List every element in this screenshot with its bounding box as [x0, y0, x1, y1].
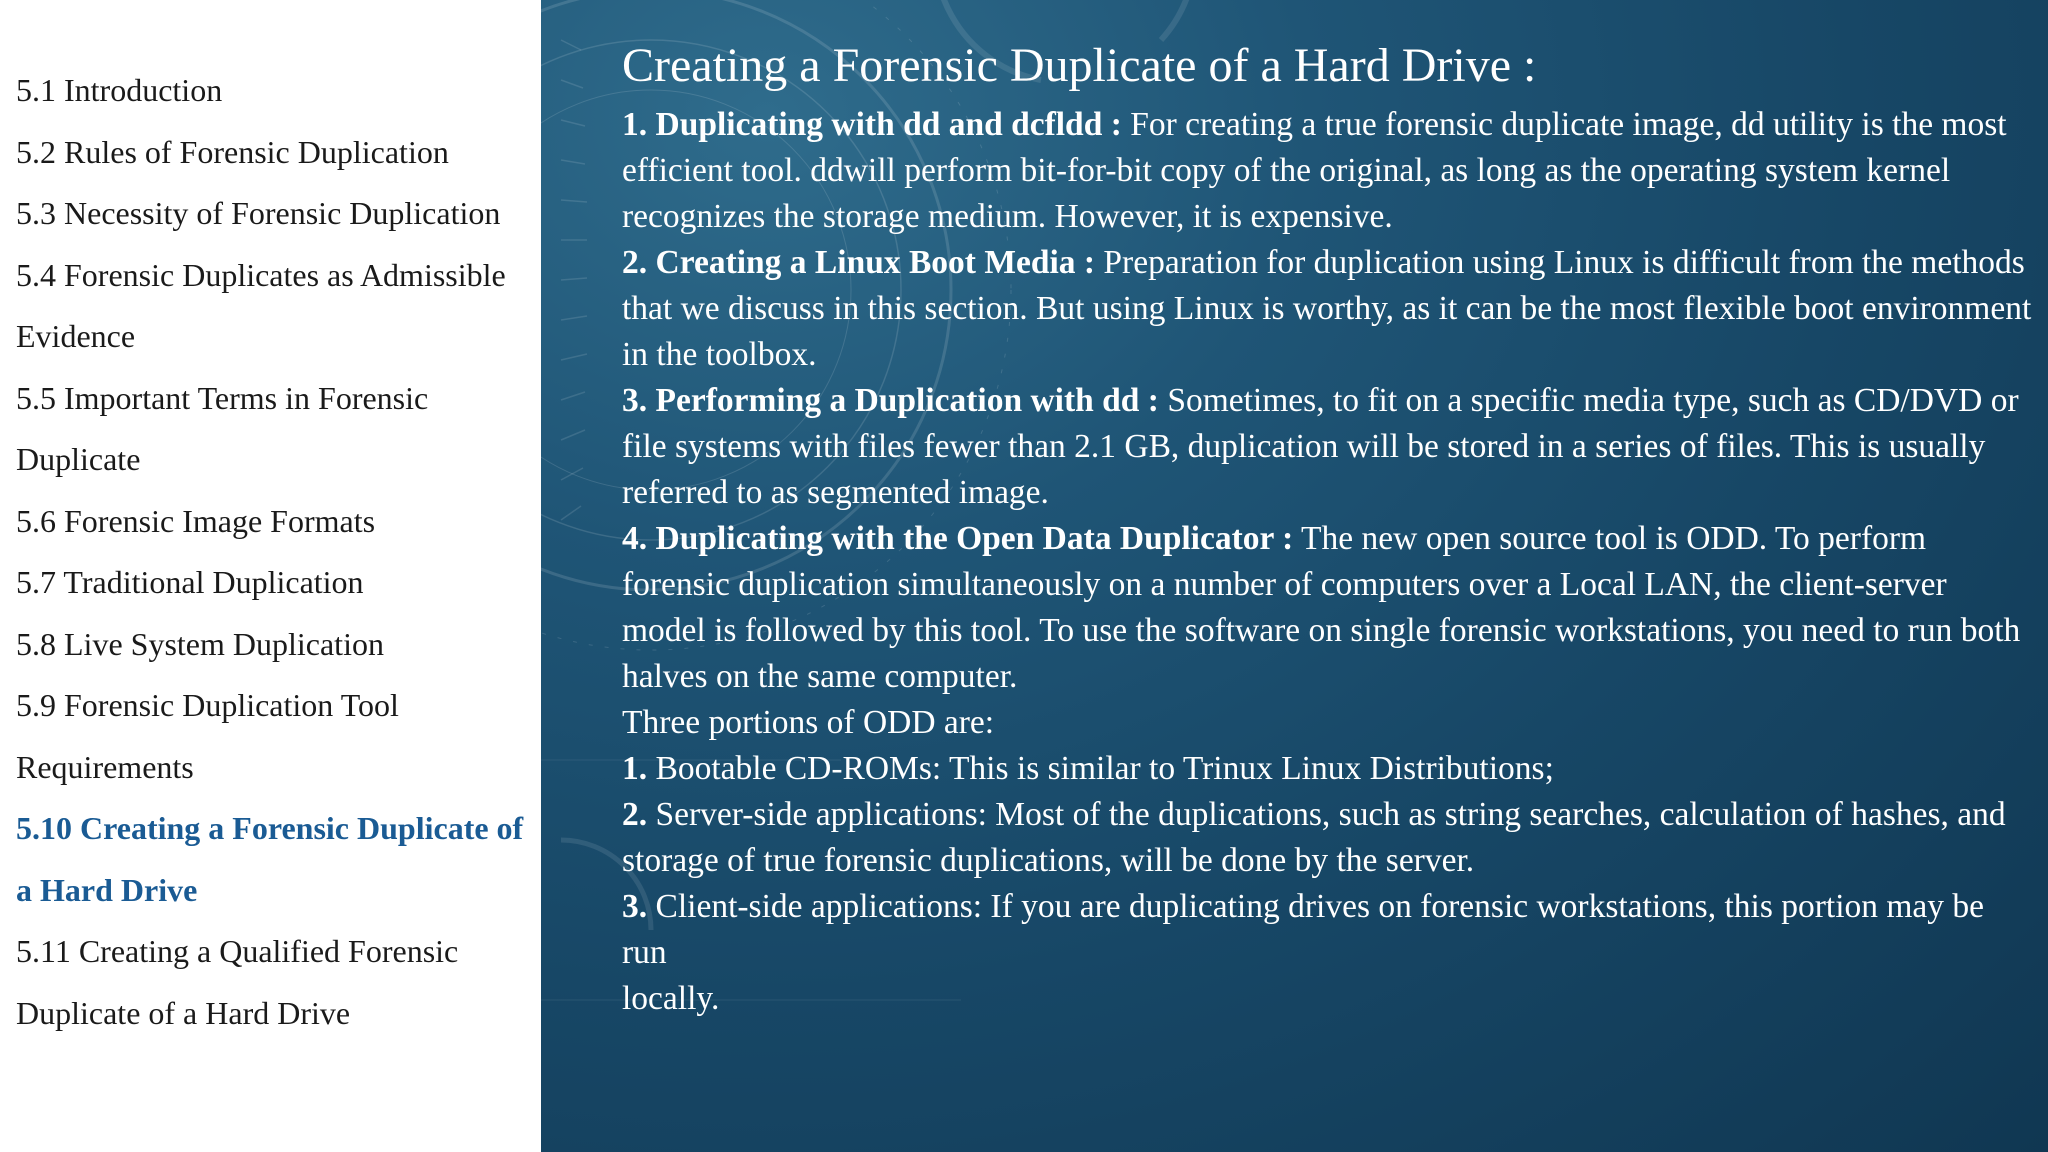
- toc-item-traditional-duplication[interactable]: 5.7 Traditional Duplication: [16, 564, 364, 600]
- paragraph-client-side: [622, 884, 2032, 976]
- slide-title: Creating a Forensic Duplicate of a Hard Drive :: [622, 39, 1537, 92]
- toc-item-necessity[interactable]: 5.3 Necessity of Forensic Duplication: [16, 195, 501, 231]
- slide-content-area: [541, 0, 2048, 1152]
- paragraph-text: Client-side applications: If you are duplicating drives on forensic workstations, this portion may be run: [622, 888, 1985, 971]
- paragraph-dd-dcfldd: [622, 102, 2032, 240]
- paragraph-open-data-duplicator: [622, 516, 2032, 700]
- slide-body: [622, 102, 2032, 1022]
- paragraph-text: Server-side applications: Most of the duplications, such as string searches, calculation of hashes, and: [647, 796, 2006, 833]
- paragraph-text: Sometimes, to fit on a specific media type, such as CD/DVD or file systems with files fewer than 2.1 GB, duplication will be stored in a series of files. This is usually referred to as segmented image.: [622, 382, 2019, 511]
- paragraph-server-side: [622, 792, 2032, 838]
- toc-item-qualified-duplicate[interactable]: 5.11 Creating a Qualified Forensic Duplicate of a Hard Drive: [16, 933, 459, 1031]
- toc-item-live-system-duplication[interactable]: 5.8 Live System Duplication: [16, 625, 384, 662]
- paragraph-heading: 4. Duplicating with the Open Data Duplicator :: [622, 520, 1294, 557]
- paragraph-text: For creating a true forensic duplicate image, dd utility is the most efficient tool. ddwill perform bit-for-bit copy of the original, as long as the operating system kernel recognizes the storage medium. However, it is expensive.: [622, 106, 2007, 235]
- toc-item-image-formats[interactable]: 5.6 Forensic Image Formats: [16, 502, 376, 539]
- paragraph-bootable-cdroms: [622, 746, 2032, 792]
- paragraph-text: Preparation for duplication using Linux is difficult from the methods that we discuss in this section. But using Linux is worthy, as it can be the most flexible boot environment in the toolbox.: [622, 244, 2032, 373]
- toc-item-important-terms[interactable]: 5.5 Important Terms in Forensic Duplicate: [16, 379, 429, 477]
- paragraph-server-side-continued: [622, 838, 2032, 884]
- paragraph-heading: 2.: [622, 796, 648, 833]
- paragraph-text: Bootable CD-ROMs: This is similar to Trinux Linux Distributions;: [647, 750, 1554, 787]
- paragraph-heading: 1. Duplicating with dd and dcfldd :: [622, 106, 1122, 143]
- paragraph-text: Three portions of ODD are:: [622, 704, 995, 741]
- toc-item-rules[interactable]: 5.2 Rules of Forensic Duplication: [16, 133, 449, 170]
- toc-item-admissible-evidence[interactable]: 5.4 Forensic Duplicates as Admissible Evidence: [16, 256, 506, 354]
- toc-sidebar: [0, 0, 541, 1152]
- toc-item-tool-requirements[interactable]: 5.9 Forensic Duplication Tool Requirements: [16, 687, 399, 785]
- slide-text-block: [622, 30, 2032, 1022]
- paragraph-linux-boot-media: [622, 240, 2032, 378]
- paragraph-duplication-dd: [622, 378, 2032, 516]
- toc-item-introduction[interactable]: 5.1 Introduction: [16, 72, 223, 108]
- paragraph-text: The new open source tool is ODD. To perform forensic duplication simultaneously on a number of computers over a Local LAN, the client-server model is followed by this tool. To use the software on single forensic workstations, you need to run both halves on the same computer.: [622, 520, 2021, 695]
- paragraph-text: storage of true forensic duplications, will be done by the server.: [622, 842, 1475, 879]
- paragraph-text: locally.: [622, 980, 720, 1017]
- paragraph-heading: 3.: [622, 888, 648, 925]
- paragraph-heading: 3. Performing a Duplication with dd :: [622, 382, 1159, 419]
- paragraph-heading: 1.: [622, 750, 648, 787]
- paragraph-heading: 2. Creating a Linux Boot Media :: [622, 244, 1096, 281]
- paragraph-client-side-continued: [622, 976, 2032, 1022]
- paragraph-odd-portions-intro: [622, 700, 2032, 746]
- toc-item-creating-duplicate-active[interactable]: 5.10 Creating a Forensic Duplicate of a Hard Drive: [16, 810, 524, 908]
